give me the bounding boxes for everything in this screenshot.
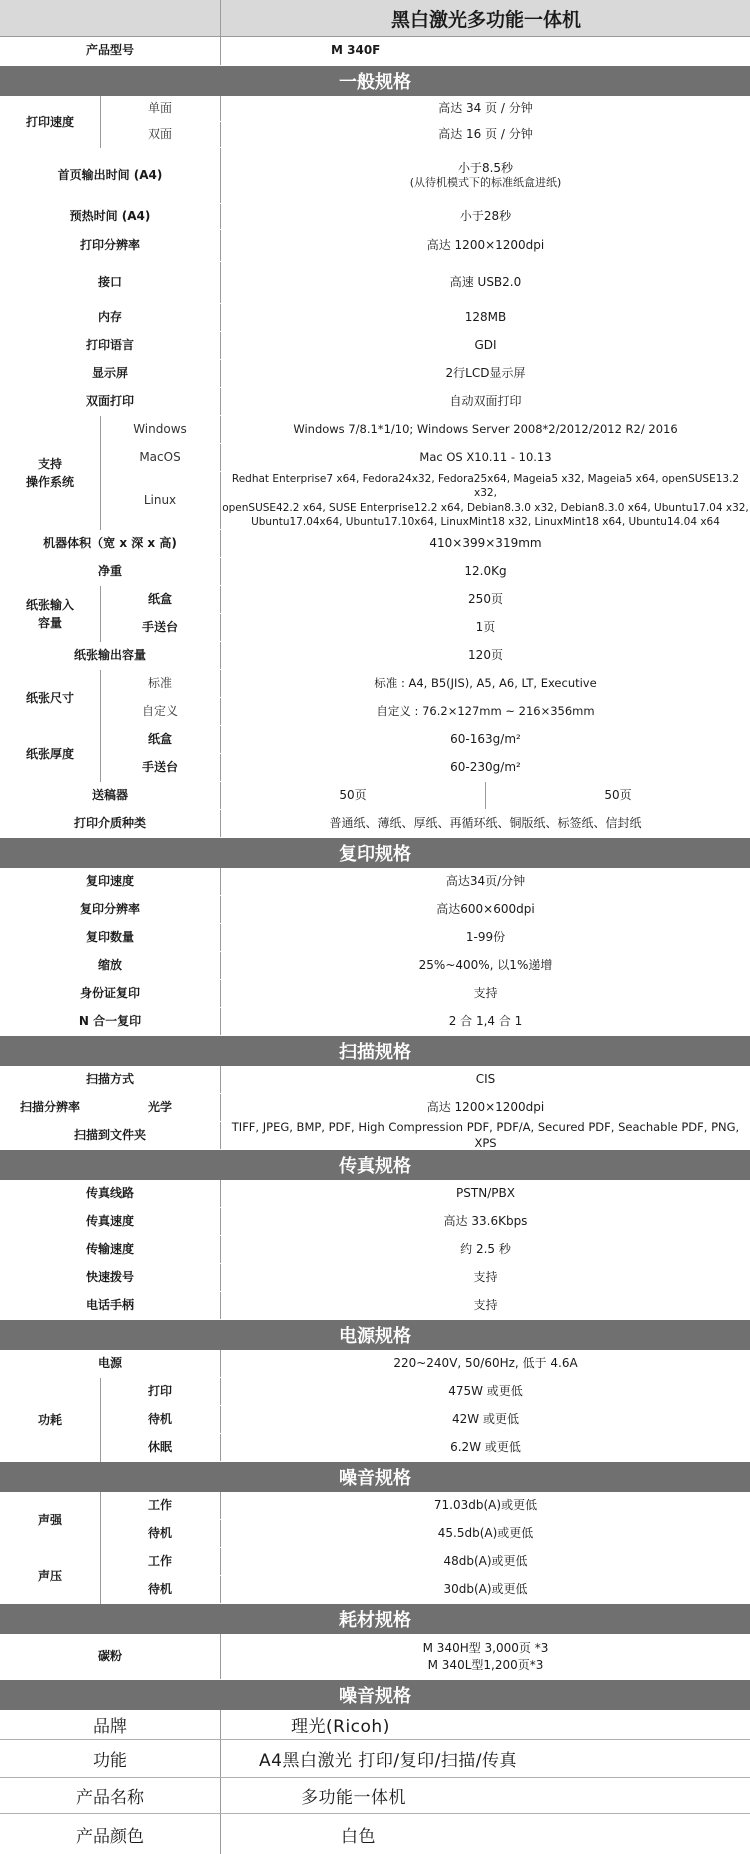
memory-label: 内存	[97, 310, 122, 325]
fax-handset-label: 电话手柄	[85, 1298, 134, 1313]
section-noise-2: 噪音规格	[0, 1680, 750, 1710]
fax-speed-dial-value: 支持	[220, 1264, 750, 1291]
divider	[100, 586, 101, 642]
power-print-label: 打印	[147, 1384, 172, 1399]
power-supply-label: 电源	[97, 1356, 122, 1371]
warmup-value: 小于28秒	[220, 204, 750, 229]
dimensions-value: 410×399×319mm	[220, 530, 750, 557]
interface-value: 高速 USB2.0	[220, 262, 750, 303]
power-standby-value: 42W 或更低	[220, 1406, 750, 1433]
section-fax: 传真规格	[0, 1150, 750, 1180]
paper-output-label: 纸张输出容量	[73, 648, 146, 663]
paper-size-label: 纸张尺寸	[0, 670, 100, 725]
copy-id-value: 支持	[220, 980, 750, 1007]
paper-size-custom-value: 自定义 : 76.2×127mm ~ 216×356mm	[220, 698, 750, 725]
page-title: 黑白激光多功能一体机	[220, 0, 750, 36]
copy-resolution-label: 复印分辨率	[79, 902, 140, 917]
divider	[100, 1492, 101, 1604]
adf-value-a: 50页	[220, 782, 485, 809]
power-sleep-value: 6.2W 或更低	[220, 1434, 750, 1461]
product-color-value: 白色	[220, 1814, 750, 1854]
os-mac-value: Mac OS X10.11 - 10.13	[220, 444, 750, 471]
first-page-label: 首页输出时间 (A4)	[57, 168, 163, 183]
os-windows-value: Windows 7/8.1*1/10; Windows Server 2008*2/2012/2012 R2/ 2016	[220, 416, 750, 443]
function-label: 功能	[93, 1751, 127, 1771]
paper-input-tray-label: 纸盒	[147, 592, 172, 607]
section-general: 一般规格	[0, 66, 750, 96]
weight-label: 净重	[97, 564, 122, 579]
os-mac-label: MacOS	[139, 450, 181, 465]
model-label: 产品型号	[85, 43, 134, 58]
section-consumables: 耗材规格	[0, 1604, 750, 1634]
divider	[100, 96, 101, 148]
power-sleep-label: 休眠	[147, 1440, 172, 1455]
print-speed-duplex-value: 高达 16 页 / 分钟	[220, 122, 750, 147]
scan-method-label: 扫描方式	[85, 1072, 134, 1087]
first-page-note: (从待机模式下的标准纸盒进纸)	[409, 176, 562, 190]
display-label: 显示屏	[91, 366, 128, 381]
copy-resolution-value: 高达600×600dpi	[220, 896, 750, 923]
adf-label: 送稿器	[91, 788, 128, 803]
media-label: 打印介质种类	[73, 816, 146, 831]
noise-intensity-work-label: 工作	[147, 1498, 172, 1513]
adf-value-b: 50页	[485, 782, 750, 809]
toner-value-cell	[220, 1634, 750, 1679]
power-standby-label: 待机	[147, 1412, 172, 1427]
scan-resolution-label: 扫描分辨率	[19, 1100, 80, 1115]
copy-speed-value: 高达34页/分钟	[220, 868, 750, 895]
section-power: 电源规格	[0, 1320, 750, 1350]
duplex-print-label: 双面打印	[85, 394, 134, 409]
paper-output-value: 120页	[220, 642, 750, 669]
print-speed-duplex-label: 双面	[147, 127, 172, 142]
toner-value-1: M 340H型 3,000页 *3	[422, 1641, 549, 1656]
scan-resolution-sub-label: 光学	[147, 1100, 172, 1115]
language-label: 打印语言	[85, 338, 134, 353]
noise-pressure-standby-value: 30db(A)或更低	[220, 1576, 750, 1603]
interface-label: 接口	[97, 275, 122, 290]
product-name-row	[0, 1778, 750, 1814]
os-linux-line-2: openSUSE42.2 x64, SUSE Enterprise12.2 x64, Debian8.3.0 x32, Debian8.3.0 x64, Ubuntu17.04 x32,	[222, 501, 749, 514]
weight-value: 12.0Kg	[220, 558, 750, 585]
noise-intensity-standby-label: 待机	[147, 1526, 172, 1541]
first-page-value-cell	[220, 148, 750, 203]
os-linux-value-cell	[220, 472, 750, 529]
paper-weight-manual-value: 60-230g/m²	[220, 754, 750, 781]
fax-transmit-value: 约 2.5 秒	[220, 1236, 750, 1263]
product-name-value: 多功能一体机	[220, 1778, 750, 1813]
resolution-label: 打印分辨率	[79, 238, 140, 253]
copy-n-in-one-value: 2 合 1,4 合 1	[220, 1008, 750, 1035]
first-page-value: 小于8.5秒	[457, 160, 514, 175]
os-linux-line-1: Redhat Enterprise7 x64, Fedora24x32, Fedora25x64, Mageia5 x32, Mageia5 x64, openSUSE13.2 x32,	[231, 473, 740, 500]
noise-intensity-label: 声强	[0, 1492, 100, 1547]
copy-n-in-one-label: N 合一复印	[78, 1014, 142, 1029]
print-speed-label: 打印速度	[0, 96, 100, 147]
warmup-label: 预热时间 (A4)	[69, 209, 151, 224]
paper-size-standard-label: 标准	[147, 676, 172, 691]
scan-folder-label: 扫描到文件夹	[73, 1128, 146, 1143]
brand-label: 品牌	[93, 1717, 127, 1737]
noise-pressure-standby-label: 待机	[147, 1582, 172, 1597]
noise-intensity-work-value: 71.03db(A)或更低	[220, 1492, 750, 1519]
memory-value: 128MB	[220, 304, 750, 331]
scan-folder-value: TIFF, JPEG, BMP, PDF, High Compression PDF, PDF/A, Secured PDF, Seachable PDF, PNG, XPS	[220, 1122, 750, 1149]
paper-weight-tray-label: 纸盒	[147, 732, 172, 747]
paper-input-tray-value: 250页	[220, 586, 750, 613]
function-row	[0, 1740, 750, 1778]
power-supply-value: 220~240V, 50/60Hz, 低于 4.6A	[220, 1350, 750, 1377]
product-color-row	[0, 1814, 750, 1854]
divider	[100, 670, 101, 782]
fax-speed-label: 传真速度	[85, 1214, 134, 1229]
paper-size-custom-label: 自定义	[141, 704, 178, 719]
model-value: M 340F	[220, 36, 750, 65]
fax-transmit-label: 传输速度	[85, 1242, 134, 1257]
product-name-label: 产品名称	[76, 1788, 144, 1808]
paper-weight-manual-label: 手送台	[141, 760, 178, 775]
os-linux-line-3: Ubuntu17.04x64, Ubuntu17.10x64, LinuxMint18 x32, LinuxMint18 x64, Ubuntu14.04 x64	[251, 515, 720, 528]
fax-line-label: 传真线路	[85, 1186, 134, 1201]
fax-speed-dial-label: 快速拨号	[85, 1270, 134, 1285]
os-windows-label: Windows	[133, 422, 187, 437]
print-speed-single-label: 单面	[147, 101, 172, 116]
brand-value: 理光(Ricoh)	[220, 1710, 750, 1739]
paper-weight-label: 纸张厚度	[0, 726, 100, 781]
fax-line-value: PSTN/PBX	[220, 1180, 750, 1207]
os-linux-label: Linux	[143, 493, 177, 508]
paper-size-standard-value: 标准 : A4, B5(JIS), A5, A6, LT, Executive	[220, 670, 750, 697]
os-label: 支持 操作系统	[0, 416, 100, 529]
scan-resolution-value: 高达 1200×1200dpi	[220, 1094, 750, 1121]
paper-weight-tray-value: 60-163g/m²	[220, 726, 750, 753]
title-bar	[0, 0, 750, 37]
duplex-print-value: 自动双面打印	[220, 388, 750, 415]
product-color-label: 产品颜色	[76, 1826, 144, 1847]
fax-handset-value: 支持	[220, 1292, 750, 1319]
resolution-value: 高达 1200×1200dpi	[220, 230, 750, 261]
media-value: 普通纸、薄纸、厚纸、再循环纸、铜版纸、标签纸、信封纸	[220, 810, 750, 837]
copy-zoom-label: 缩放	[97, 958, 122, 973]
function-value: A4黑白激光 打印/复印/扫描/传真	[220, 1740, 750, 1777]
language-value: GDI	[220, 332, 750, 359]
paper-input-manual-value: 1页	[220, 614, 750, 641]
copy-speed-label: 复印速度	[85, 874, 134, 889]
paper-input-manual-label: 手送台	[141, 620, 178, 635]
section-scan: 扫描规格	[0, 1036, 750, 1066]
brand-row	[0, 1710, 750, 1740]
divider	[100, 416, 101, 530]
section-noise: 噪音规格	[0, 1462, 750, 1492]
noise-intensity-standby-value: 45.5db(A)或更低	[220, 1520, 750, 1547]
noise-pressure-work-label: 工作	[147, 1554, 172, 1569]
dimensions-label: 机器体积（宽 x 深 x 高)	[43, 536, 177, 551]
noise-pressure-work-value: 48db(A)或更低	[220, 1548, 750, 1575]
noise-pressure-label: 声压	[0, 1548, 100, 1603]
copy-id-label: 身份证复印	[79, 986, 140, 1001]
section-copy: 复印规格	[0, 838, 750, 868]
copy-quantity-label: 复印数量	[85, 930, 134, 945]
scan-method-value: CIS	[220, 1066, 750, 1093]
display-value: 2行LCD显示屏	[220, 360, 750, 387]
copy-quantity-value: 1-99份	[220, 924, 750, 951]
toner-value-2: M 340L型1,200页*3	[427, 1657, 544, 1672]
paper-input-label: 纸张输入 容量	[0, 586, 100, 641]
power-consumption-label: 功耗	[0, 1378, 100, 1461]
copy-zoom-value: 25%~400%, 以1%递增	[220, 952, 750, 979]
print-speed-single-value: 高达 34 页 / 分钟	[220, 96, 750, 121]
divider	[100, 1378, 101, 1462]
toner-label: 碳粉	[97, 1649, 122, 1664]
fax-speed-value: 高达 33.6Kbps	[220, 1208, 750, 1235]
power-print-value: 475W 或更低	[220, 1378, 750, 1405]
